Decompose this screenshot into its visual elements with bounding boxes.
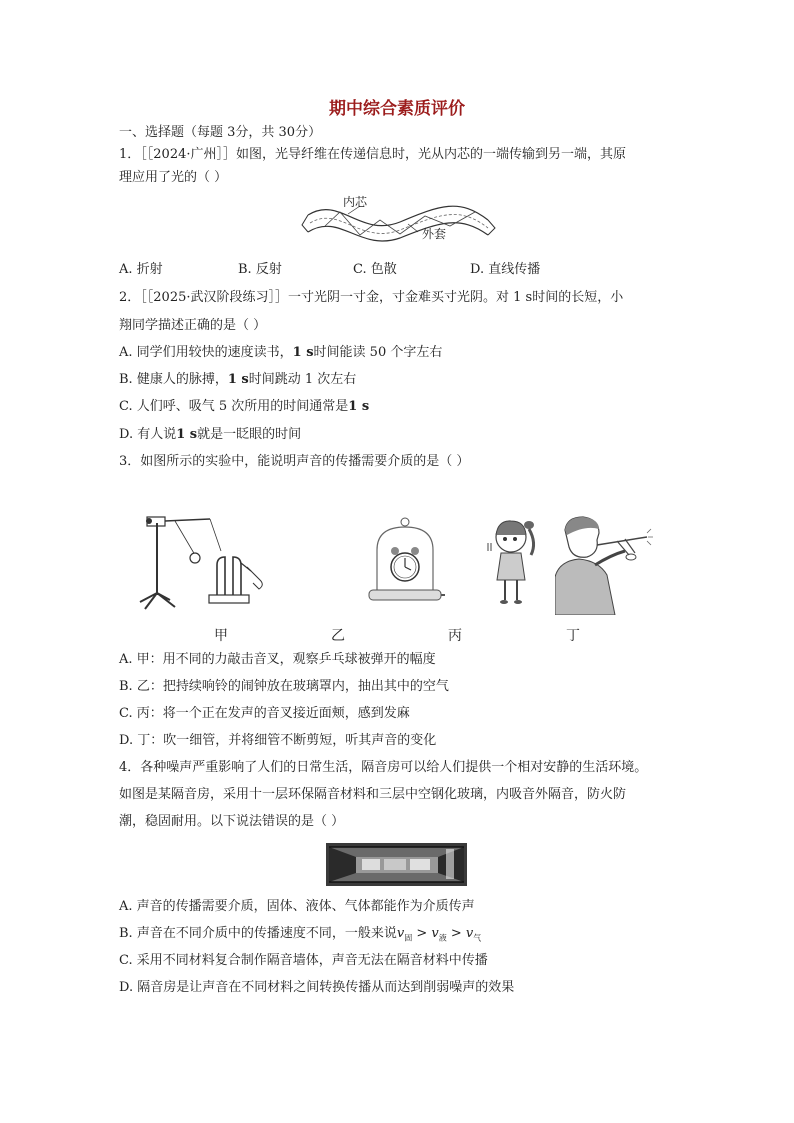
- tuning-fork-pendulum-figure: [135, 505, 270, 615]
- figure-caption-jia: 甲: [214, 628, 228, 644]
- q4-option-c[interactable]: C. 采用不同材料复合制作隔音墙体，声音无法在隔音材料中传播: [119, 953, 488, 968]
- q4-option-b[interactable]: B. 声音在不同介质中的传播速度不同，一般来说$v_固 > v_液 > v_气$: [119, 926, 482, 943]
- q1-option-d[interactable]: D. 直线传播: [470, 262, 541, 277]
- q4-option-d[interactable]: D. 隔音房是让声音在不同材料之间转换传播从而达到削弱噪声的效果: [119, 980, 515, 995]
- q3-option-a[interactable]: A. 甲：用不同的力敲击音叉，观察乒乓球被弹开的幅度: [119, 652, 436, 667]
- q3-option-d[interactable]: D. 丁：吹一细管，并将细管不断剪短，听其声音的变化: [119, 733, 437, 748]
- figure-caption-yi: 乙: [331, 628, 345, 644]
- q1-stem-line1: 1．［［2024·广州］］如图，光导纤维在传递信息时，光从内芯的一端传输到另一端，其原: [119, 147, 626, 162]
- man-straw-figure: [555, 515, 655, 615]
- q4-stem-line1: 4．各种噪声严重影响了人们的日常生活，隔音房可以给人们提供一个相对安静的生活环境。: [119, 760, 648, 775]
- q2-option-d[interactable]: D. 有人说1 s就是一眨眼的时间: [119, 427, 302, 442]
- girl-tuning-fork-figure: [483, 515, 543, 610]
- optical-fiber-figure: [300, 190, 500, 250]
- q1-option-b[interactable]: B. 反射: [238, 262, 282, 277]
- soundproof-room-photo: [326, 843, 467, 886]
- q2-option-c[interactable]: C. 人们呼、吸气 5 次所用的时间通常是1 s: [119, 399, 370, 414]
- section-heading: 一、选择题（每题 3分，共 30分）: [119, 125, 322, 140]
- q4-stem-line2: 如图是某隔音房，采用十一层环保隔音材料和三层中空钢化玻璃，内吸音外隔音，防火防: [119, 787, 627, 802]
- q1-option-c[interactable]: C. 色散: [353, 262, 397, 277]
- figure-caption-bing: 丙: [448, 628, 462, 644]
- fiber-sheath-label: 外套: [422, 227, 447, 241]
- q4-stem-line3: 潮，稳固耐用。以下说法错误的是（ ）: [119, 814, 345, 829]
- q2-stem-line2: 翔同学描述正确的是（ ）: [119, 318, 267, 333]
- bell-jar-clock-figure: [365, 515, 445, 610]
- q4-option-a[interactable]: A. 声音的传播需要介质，固体、液体、气体都能作为介质传声: [119, 899, 475, 914]
- q3-option-b[interactable]: B. 乙：把持续响铃的闹钟放在玻璃罩内，抽出其中的空气: [119, 679, 449, 694]
- q3-option-c[interactable]: C. 丙：将一个正在发声的音叉接近面颊，感到发麻: [119, 706, 410, 721]
- fiber-core-label: 内芯: [343, 195, 368, 209]
- q3-stem: 3．如图所示的实验中，能说明声音的传播需要介质的是（ ）: [119, 454, 470, 469]
- q1-stem-line2: 理应用了光的（ ）: [119, 170, 228, 185]
- page-title: 期中综合素质评价: [329, 99, 465, 119]
- q2-option-b[interactable]: B. 健康人的脉搏，1 s时间跳动 1 次左右: [119, 372, 357, 387]
- figure-caption-ding: 丁: [566, 628, 580, 644]
- q2-stem-line1: 2．［［2025·武汉阶段练习］］一寸光阴一寸金，寸金难买寸光阴。对 1 s时间的长短，小: [119, 290, 624, 305]
- q1-option-a[interactable]: A. 折射: [119, 262, 163, 277]
- q2-option-a[interactable]: A. 同学们用较快的速度读书，1 s时间能读 50 个字左右: [119, 345, 443, 360]
